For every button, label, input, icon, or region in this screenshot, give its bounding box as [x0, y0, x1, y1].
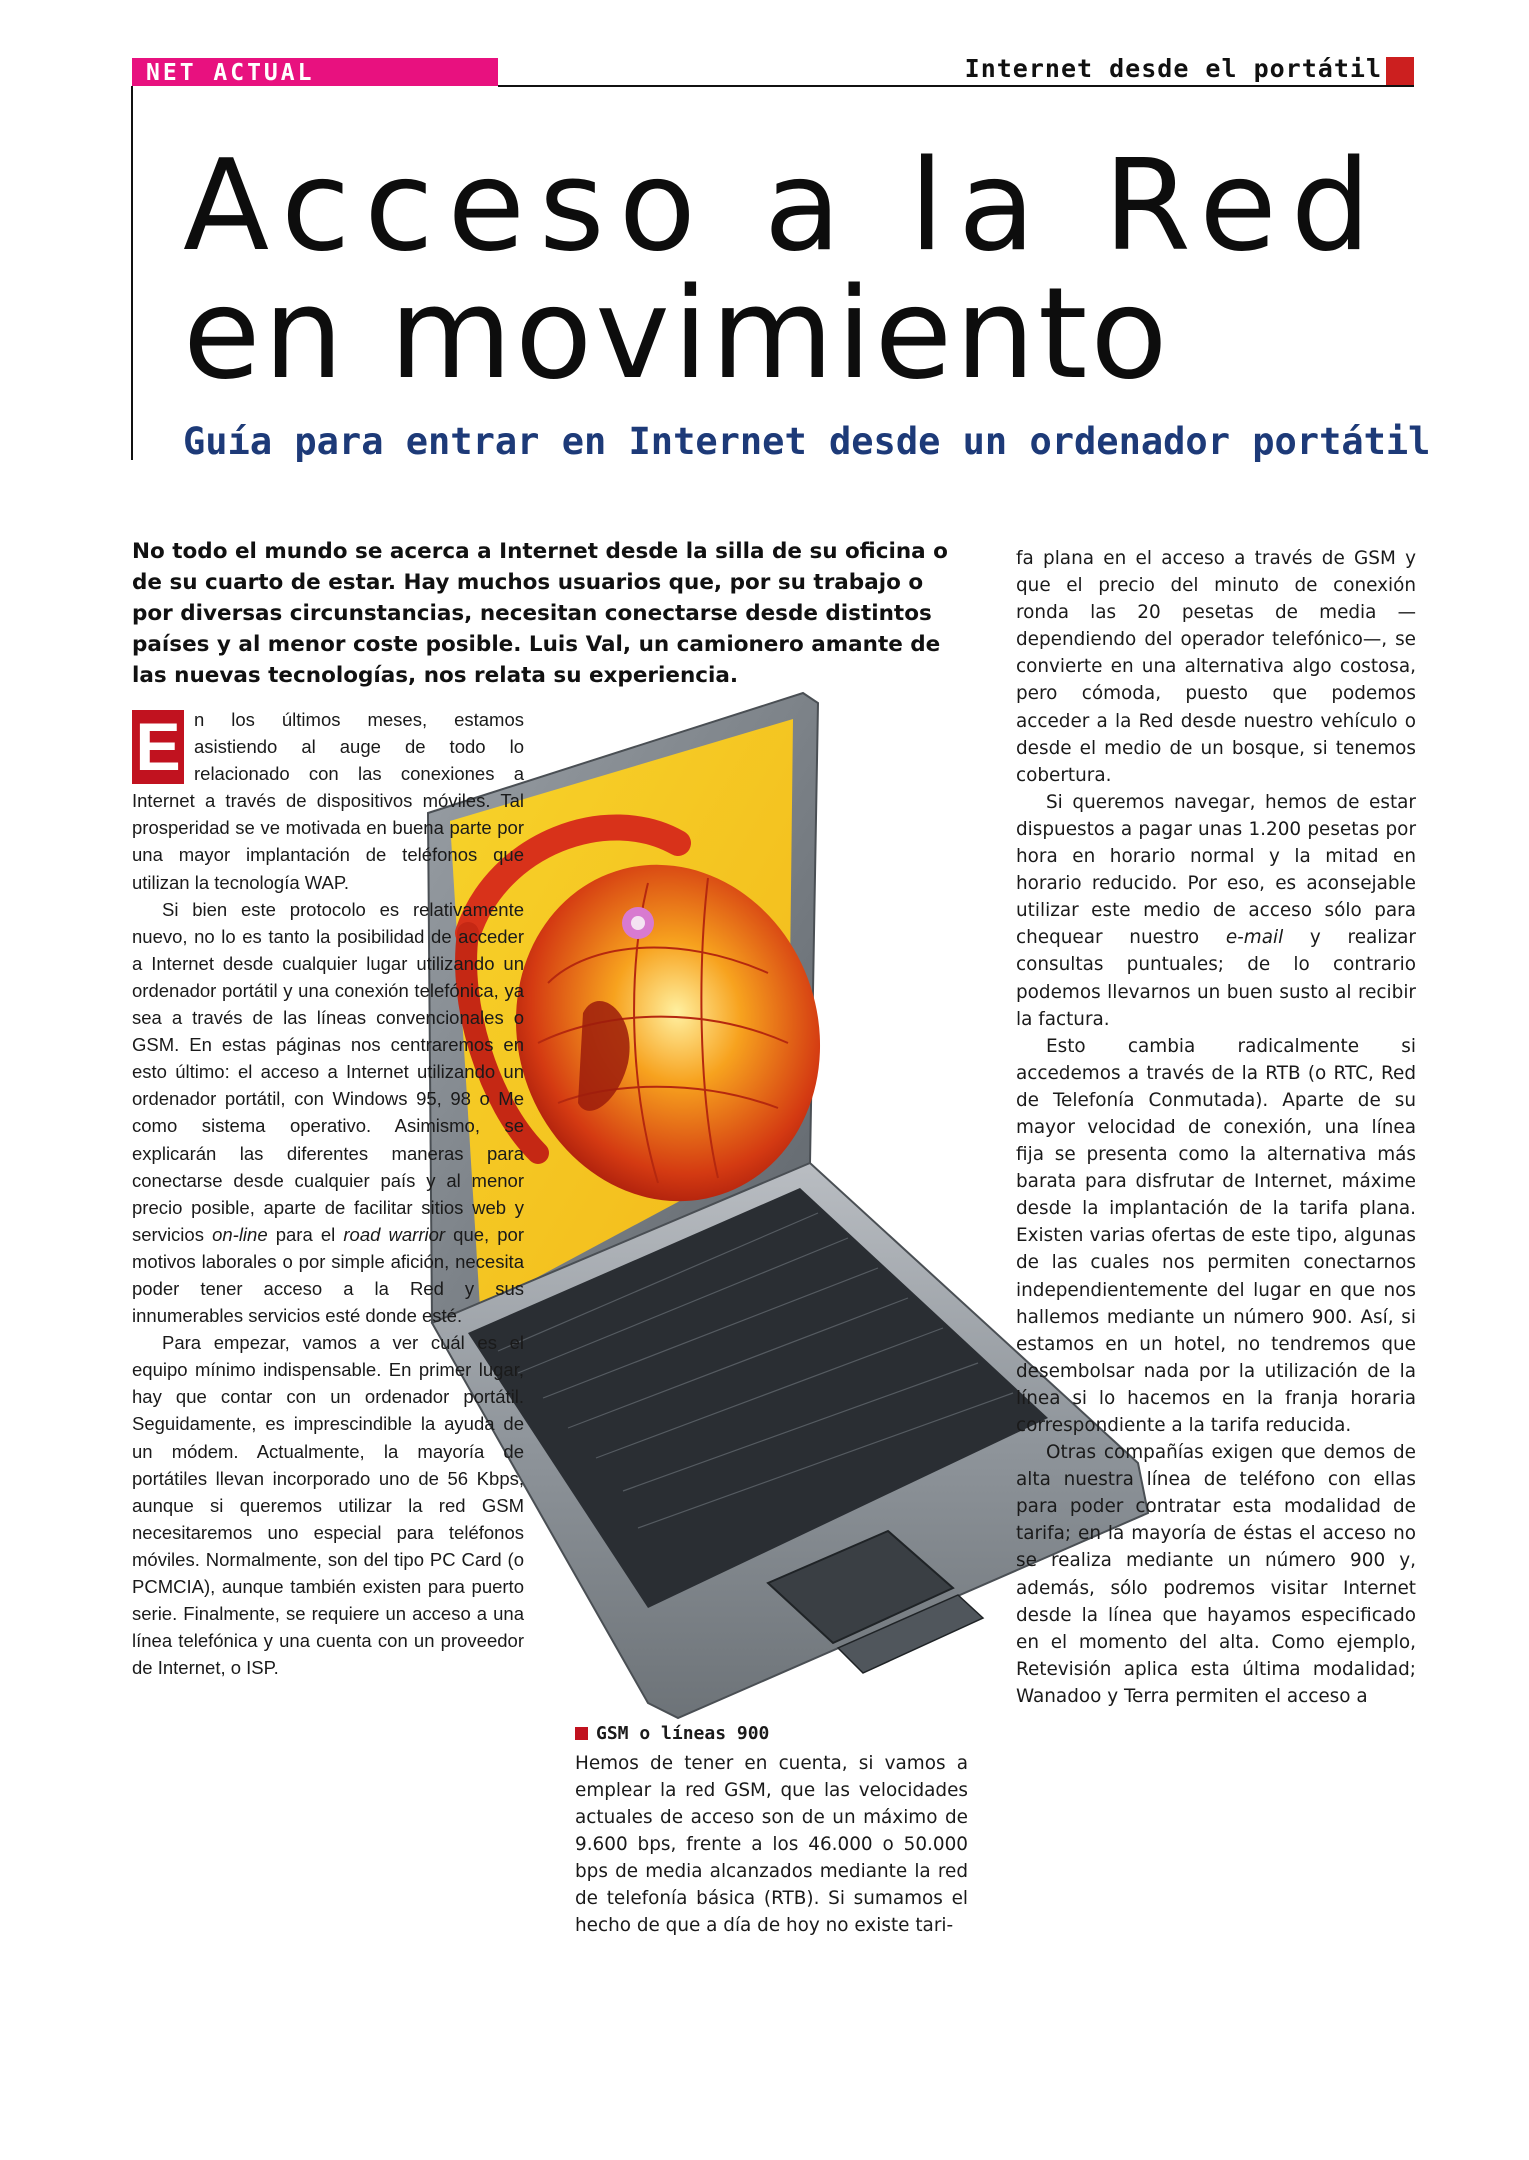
lead-paragraph: No todo el mundo se acerca a Internet desde la silla de su oficina o de su cuarto de estar. Hay muchos usuarios que, por su trabajo o por diversas circunstancias, necesitan conectarse desde distintos países y al menor coste posible. Luis Val, un camionero amante de las nuevas tecnologías, nos relata su experiencia.: [132, 539, 948, 688]
gsm-section-heading-text: GSM o líneas 900: [596, 1723, 770, 1744]
col1-p1-text: n los últimos meses, estamos asistiendo al auge de todo lo relacionado con las conexiones a Internet a través de dispositivos móviles. Tal prosperidad se ve motivada en buena parte por una mayor implantación de teléfonos que utilizan la tecnología WAP.: [132, 709, 524, 893]
col1-paragraph-3: Para empezar, vamos a ver cuál es el equipo mínimo indispensable. En primer lugar, hay que contar con un ordenador portátil. Seguidamente, es imprescindible la ayuda de un módem. Actualmente, la mayoría de portátiles llevan incorporado uno de 56 Kbps, aunque si queremos utilizar la red GSM necesitaremos uno especial para teléfonos móviles. Normalmente, son del tipo PC Card (o PCMCIA), aunque también existen para puerto serie. Finalmente, se requiere un acceso a una línea telefónica y una cuenta con un proveedor de Internet, o ISP.: [132, 1332, 524, 1679]
section-tag: [132, 58, 498, 86]
headline: [183, 132, 1385, 407]
article-column-1: [132, 706, 524, 1681]
gsm-section-heading: [575, 1720, 968, 1747]
header-marker-square: [1386, 57, 1414, 85]
col3-p2-text-b: y realizar consultas puntuales; de lo contrario podemos llevarnos un buen susto al recibir la factura.: [1016, 927, 1416, 1030]
heading-marker-square: [575, 1727, 588, 1740]
left-vertical-rule: [131, 86, 133, 460]
col1-p2-text-a: Si bien este protocolo es relativamente nuevo, no lo es tanto la posibilidad de acceder a Internet desde cualquier lugar utilizando un ordenador portátil y una conexión telefónica, ya sea a través de las líneas convencionales o GSM. En estas páginas nos centraremos en esto último: el acceso a Internet utilizando un ordenador portátil, con Windows 95, 98 o Me como sistema operativo. Asimismo, se explicarán las diferentes maneras para conectarse desde cualquier país y al menor precio posible, aparte de facilitar sitios web y servicios: [132, 898, 524, 1245]
article-column-2: [575, 1720, 968, 1939]
col3-paragraph-4: Otras compañías exigen que demos de alta nuestra línea de teléfono con ellas para poder contratar esta modalidad de tarifa; en la mayoría de éstas el acceso no se realiza mediante un número 900 y, además, sólo podremos visitar Internet desde la línea que hayamos especificado en el momento del alta. Como ejemplo, Retevisión aplica esta última modalidad; Wanadoo y Terra permiten el acceso a: [1016, 1442, 1416, 1707]
col3-p2-em-email: e-mail: [1225, 927, 1284, 949]
drop-cap: E: [132, 710, 184, 784]
col3-paragraph-2: [1016, 789, 1416, 1033]
col1-paragraph-1: [132, 706, 524, 896]
col3-p2-text-a: Si queremos navegar, hemos de estar dispuestos a pagar unas 1.200 pesetas por hora en horario normal y la mitad en horario reducido. Por eso, es aconsejable utilizar este medio de acceso sólo para chequear nuestro: [1016, 791, 1416, 949]
col1-p2-em-online: on-line: [212, 1223, 268, 1245]
col3-paragraph-3: Esto cambia radicalmente si accedemos a través de la RTB (o RTC, Red de Telefonía Conmutada). Aparte de su mayor velocidad de conexión, una línea fija se presenta como la alternativa más barata para disfrutar de Internet, máxime desde la implantación de la tarifa plana. Existen varias ofertas de este tipo, algunas de las cuales nos permiten conectarnos independientemente del lugar en que nos hallemos mediante un número 900. Así, si estamos en un hotel, no tendremos que desembolsar nada por la utilización de la línea si lo hacemos en la franja horaria correspondiente a la tarifa reducida.: [1016, 1035, 1416, 1436]
subheadline: Guía para entrar en Internet desde un ordenador portátil: [183, 420, 1431, 463]
col1-paragraph-2: [132, 896, 524, 1330]
col1-p2-text-b: para el: [267, 1223, 344, 1245]
col2-paragraph-1: Hemos de tener en cuenta, si vamos a emplear la red GSM, que las velocidades actuales de acceso son de un máximo de 9.600 bps, frente a los 46.000 o 50.000 bps de media alcanzados mediante la red de telefonía básica (RTB). Si sumamos el hecho de que a día de hoy no existe tari-: [575, 1753, 968, 1936]
col3-paragraph-1: fa plana en el acceso a través de GSM y que el precio del minuto de conexión ronda las 20 pesetas de media —dependiendo del operador telefónico—, se convierte en una alternativa algo costosa, pero cómoda, puesto que podemos acceder a la Red desde nuestro vehículo o desde el medio de un bosque, si tenemos cobertura.: [1016, 548, 1416, 786]
section-tag-label: NET ACTUAL: [146, 60, 315, 86]
header-rule: [498, 85, 1414, 87]
col1-p2-em-road-warrior: road warrior: [343, 1223, 446, 1245]
col1-p2-text-c: que, por motivos laborales o por simple afición, necesita poder tener acceso a la Red y sus innumerables servicios esté donde esté.: [132, 1223, 524, 1327]
headline-line-2: en movimiento: [183, 260, 1171, 407]
article-column-3: [1016, 545, 1416, 1710]
running-header-title: Internet desde el portátil: [964, 54, 1382, 83]
headline-line-1: Acceso a la Red: [183, 132, 1385, 279]
